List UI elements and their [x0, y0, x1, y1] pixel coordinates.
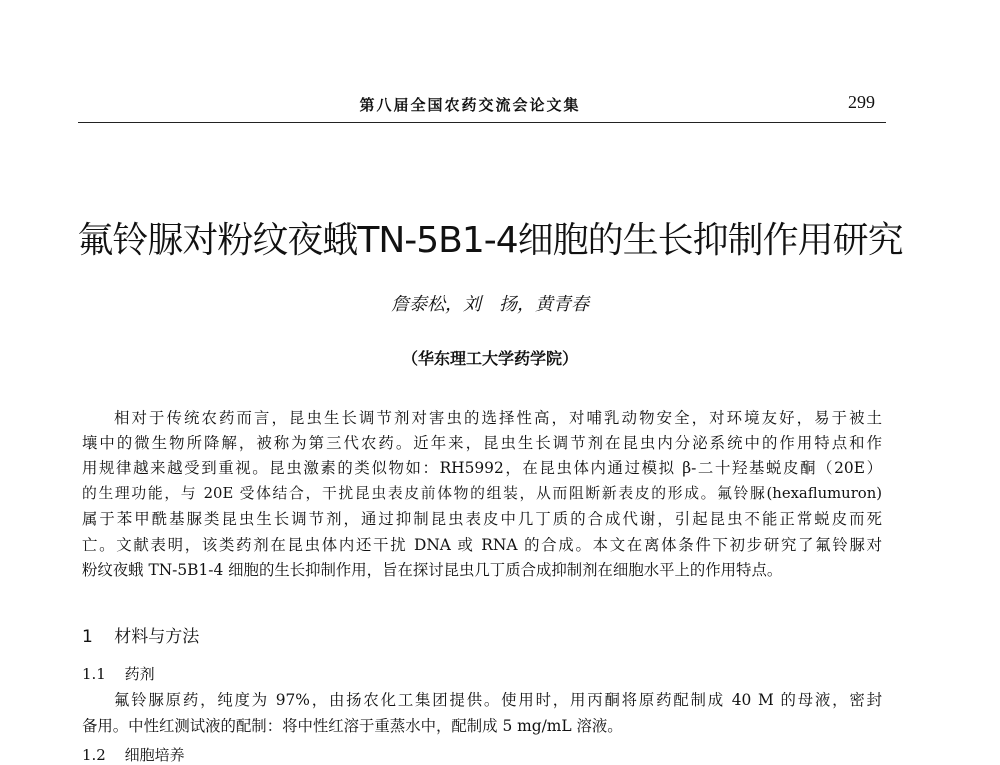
- authors: 詹泰松，刘 扬，黄青春: [391, 294, 589, 315]
- section-number: 1.2: [82, 746, 106, 764]
- section-title: 材料与方法: [114, 627, 200, 647]
- section-number: 1: [82, 627, 93, 647]
- affiliation: （华东理工大学药学院）: [401, 349, 578, 368]
- intro-line: 壤中的微生物所降解，被称为第三代农药。近年来，昆虫生长调节剂在昆虫内分泌系统中的作用特点和作: [82, 434, 882, 452]
- page-number: 299: [848, 92, 875, 112]
- section-number: 1.1: [82, 665, 106, 683]
- running-header: 第八届全国农药交流会论文集: [359, 96, 581, 114]
- header-rule: [78, 122, 886, 123]
- body-line: 备用。中性红测试液的配制：将中性红溶于重蒸水中，配制成 5 mg/mL 溶液。: [82, 717, 623, 735]
- paper-title: 氟铃脲对粉纹夜蛾TN-5B1-4细胞的生长抑制作用研究: [77, 220, 903, 261]
- section-title: 细胞培养: [124, 746, 185, 764]
- intro-line: 粉纹夜蛾 TN-5B1-4 细胞的生长抑制作用，旨在探讨昆虫几丁质合成抑制剂在细胞水平上的作用特点。: [82, 561, 783, 579]
- intro-line: 亡。文献表明，该类药剂在昆虫体内还干扰 DNA 或 RNA 的合成。本文在离体条件下初步研究了氟铃脲对: [82, 536, 882, 554]
- body-line: 氟铃脲原药，纯度为 97%，由扬农化工集团提供。使用时，用丙酮将原药配制成 40 M 的母液，密封: [114, 691, 882, 709]
- section-title: 药剂: [124, 665, 155, 683]
- section-heading-1-1: [82, 663, 155, 684]
- intro-line: 的生理功能，与 20E 受体结合，干扰昆虫表皮前体物的组装，从而阻断新表皮的形成。氟铃脲(hexaflumuron): [82, 485, 882, 502]
- intro-line: 用规律越来越受到重视。昆虫激素的类似物如：RH5992，在昆虫体内通过模拟 β-二十羟基蜕皮酮（20E）: [82, 459, 882, 477]
- intro-line: 属于苯甲酰基脲类昆虫生长调节剂，通过抑制昆虫表皮中几丁质的合成代谢，引起昆虫不能正常蜕皮而死: [82, 510, 882, 528]
- intro-line: 相对于传统农药而言，昆虫生长调节剂对害虫的选择性高，对哺乳动物安全，对环境友好，易于被土: [114, 409, 882, 427]
- section-heading-1-2: [82, 744, 185, 765]
- section-heading-1: [82, 622, 199, 647]
